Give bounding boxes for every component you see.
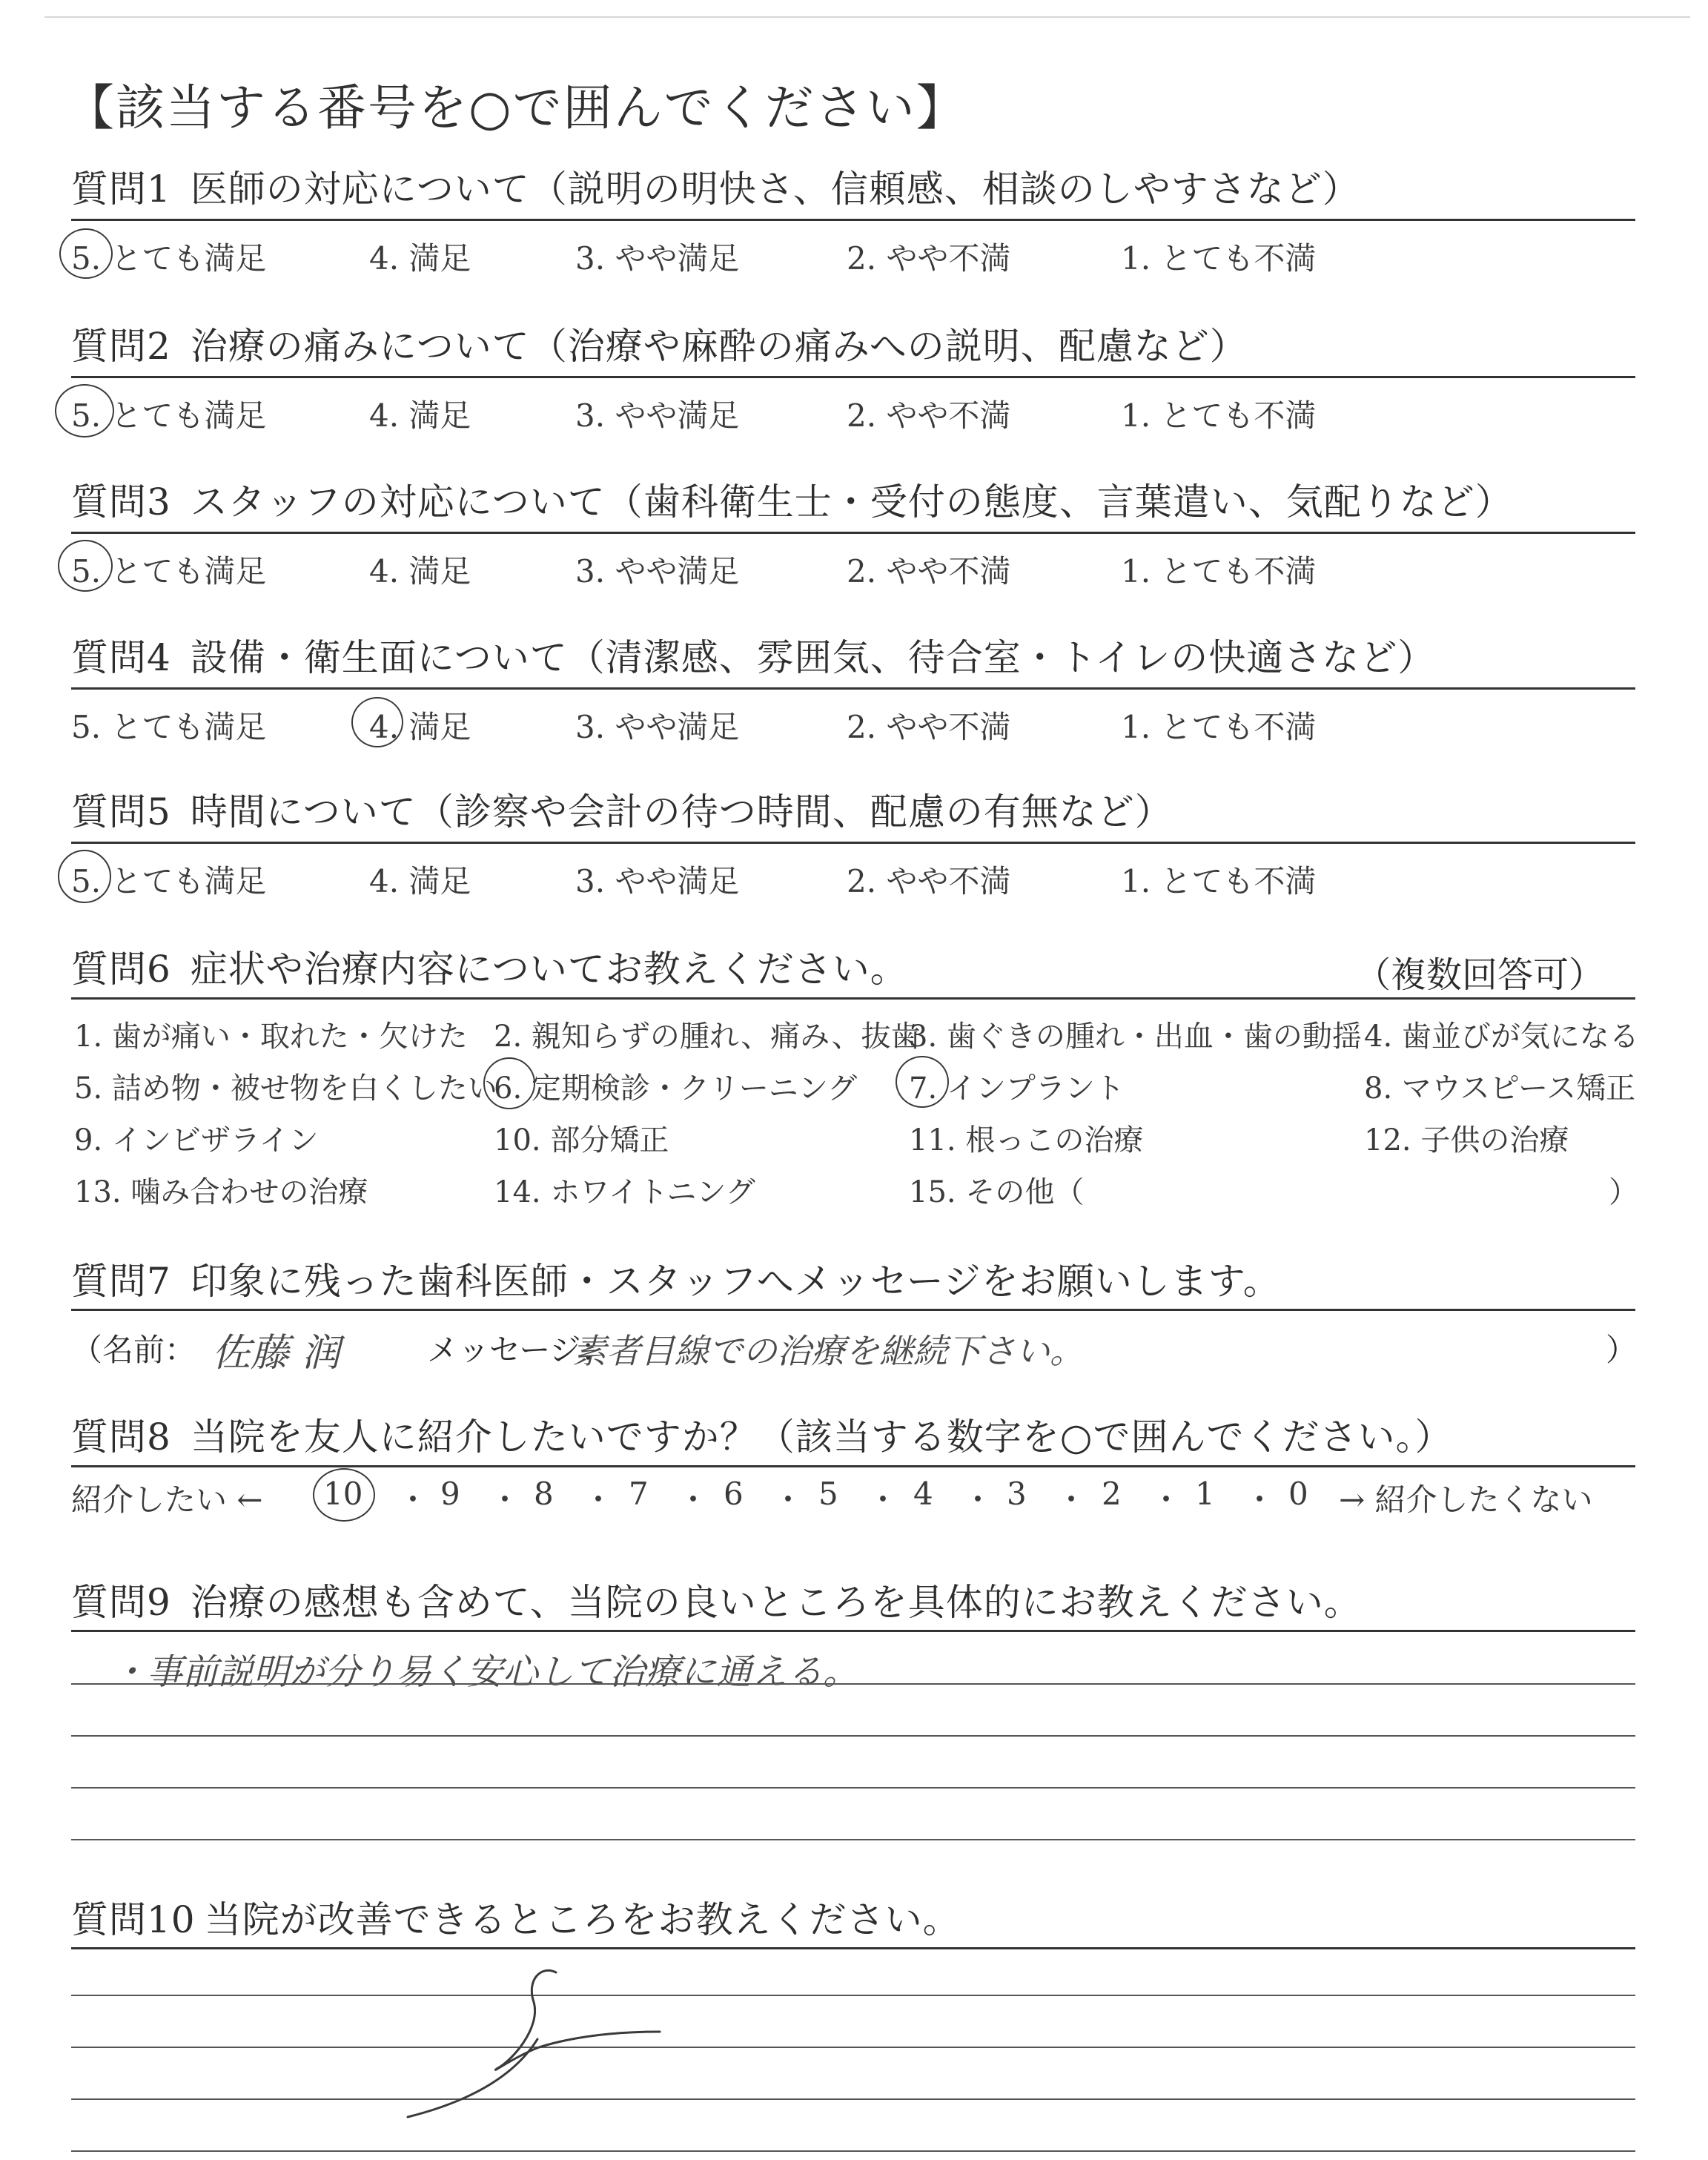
good-points-handwritten[interactable]: ・事前説明が分り易く安心して治療に通える。 bbox=[111, 1651, 859, 1693]
recommend-scale bbox=[71, 1476, 1635, 1520]
answer-line bbox=[71, 2150, 1635, 2152]
scale-dot: ・ bbox=[772, 1482, 804, 1518]
question-6-rule bbox=[71, 997, 1635, 1000]
symptom-option-8[interactable]: 8. マウスピース矯正 bbox=[1364, 1071, 1636, 1106]
option-3[interactable]: 3. やや満足 bbox=[575, 553, 740, 589]
symptom-option-11[interactable]: 11. 根っこの治療 bbox=[909, 1123, 1144, 1157]
question-7 bbox=[71, 1258, 1635, 1304]
question-number: 質問2 bbox=[71, 325, 171, 368]
option-5[interactable]: 5. とても満足 bbox=[71, 709, 267, 745]
top-border bbox=[44, 16, 1690, 18]
symptom-option-4[interactable]: 4. 歯並びが気になる bbox=[1364, 1020, 1639, 1054]
symptom-option-13[interactable]: 13. 噛み合わせの治療 bbox=[74, 1175, 368, 1209]
scale-dot: ・ bbox=[583, 1482, 615, 1518]
question-text: 症状や治療内容についてお教えください。 bbox=[190, 948, 908, 991]
selection-circle-mark bbox=[58, 850, 111, 903]
option-3[interactable]: 3. やや満足 bbox=[575, 863, 740, 899]
option-3[interactable]: 3. やや満足 bbox=[575, 240, 740, 277]
question-10 bbox=[71, 1897, 1635, 1943]
question-text: 設備・衛生面について（清潔感、雰囲気、待合室・トイレの快適さなど） bbox=[190, 636, 1436, 679]
question-7-title bbox=[71, 1258, 1635, 1304]
message-handwritten[interactable]: 素者目線での治療を継続下さい。 bbox=[572, 1331, 1084, 1371]
symptom-option-2[interactable]: 2. 親知らずの腫れ、痛み、抜歯 bbox=[494, 1020, 921, 1054]
selection-circle-mark bbox=[58, 540, 113, 592]
scale-value-1[interactable]: 1 bbox=[1195, 1476, 1215, 1512]
symptom-option-7[interactable]: 7. インプラント bbox=[909, 1071, 1125, 1106]
scale-value-6[interactable]: 6 bbox=[724, 1476, 744, 1512]
question-5-rule bbox=[71, 842, 1635, 844]
scale-dot: ・ bbox=[489, 1482, 521, 1518]
message-row bbox=[71, 1321, 1638, 1375]
question-number: 質問6 bbox=[71, 948, 171, 991]
question-number: 質問1 bbox=[71, 168, 171, 211]
question-4-title bbox=[71, 635, 1635, 681]
scale-value-9[interactable]: 9 bbox=[440, 1476, 460, 1512]
selection-circle-mark bbox=[351, 697, 403, 747]
question-3-rule bbox=[71, 532, 1635, 534]
handwritten-scribble-mark bbox=[385, 1958, 682, 2128]
scale-dot: ・ bbox=[1151, 1482, 1182, 1518]
scale-value-4[interactable]: 4 bbox=[913, 1476, 933, 1512]
selection-circle-mark bbox=[55, 384, 114, 437]
option-5[interactable]: 5. とても満足 bbox=[71, 240, 267, 277]
page-header: 【該当する番号を○で囲んでください】 bbox=[65, 79, 967, 136]
scale-dot: ・ bbox=[397, 1482, 429, 1518]
option-1[interactable]: 1. とても不満 bbox=[1121, 397, 1317, 434]
symptom-option-12[interactable]: 12. 子供の治療 bbox=[1364, 1123, 1569, 1157]
option-4[interactable]: 4. 満足 bbox=[369, 397, 471, 434]
symptom-option-9[interactable]: 9. インビザライン bbox=[74, 1123, 319, 1157]
scale-value-2[interactable]: 2 bbox=[1102, 1476, 1122, 1512]
symptom-option-6[interactable]: 6. 定期検診・クリーニング bbox=[494, 1071, 858, 1106]
option-5[interactable]: 5. とても満足 bbox=[71, 397, 267, 434]
question-5 bbox=[71, 789, 1635, 835]
question-2-rule bbox=[71, 376, 1635, 378]
question-8-rule bbox=[71, 1465, 1635, 1467]
question-text: 時間について（診察や会計の待つ時間、配慮の有無など） bbox=[190, 790, 1173, 833]
question-9-rule bbox=[71, 1630, 1635, 1632]
answer-line bbox=[71, 1735, 1635, 1737]
question-3 bbox=[71, 479, 1635, 525]
question-number: 質問8 bbox=[71, 1416, 171, 1459]
option-3[interactable]: 3. やや満足 bbox=[575, 709, 740, 745]
question-3-options bbox=[71, 547, 1635, 592]
question-1-options bbox=[71, 234, 1635, 279]
option-2[interactable]: 2. やや不満 bbox=[847, 240, 1011, 277]
question-2-title bbox=[71, 323, 1635, 369]
answer-line bbox=[71, 1839, 1635, 1840]
question-number: 質問10 bbox=[71, 1898, 196, 1941]
scale-right-label: → 紹介したくない bbox=[1339, 1482, 1593, 1518]
name-label: （名前： bbox=[71, 1332, 196, 1368]
question-text: 当院が改善できるところをお教えください。 bbox=[204, 1898, 961, 1941]
question-2 bbox=[71, 323, 1635, 369]
question-10-title bbox=[71, 1897, 1635, 1943]
question-4-rule bbox=[71, 687, 1635, 690]
answer-line bbox=[71, 1995, 1635, 1996]
symptom-option-10[interactable]: 10. 部分矯正 bbox=[494, 1123, 669, 1157]
symptom-option-3[interactable]: 3. 歯ぐきの腫れ・出血・歯の動揺 bbox=[909, 1020, 1362, 1054]
question-1-rule bbox=[71, 219, 1635, 221]
question-5-options bbox=[71, 857, 1635, 902]
question-8 bbox=[71, 1414, 1635, 1460]
scale-value-3[interactable]: 3 bbox=[1007, 1476, 1027, 1512]
option-2[interactable]: 2. やや不満 bbox=[847, 863, 1011, 899]
question-7-rule bbox=[71, 1309, 1635, 1311]
answer-line bbox=[71, 1683, 1635, 1685]
multiple-answer-note: （複数回答可） bbox=[1354, 954, 1604, 996]
option-1[interactable]: 1. とても不満 bbox=[1121, 863, 1317, 899]
question-3-title bbox=[71, 479, 1635, 525]
question-number: 質問7 bbox=[71, 1260, 171, 1303]
scale-value-0[interactable]: 0 bbox=[1288, 1476, 1308, 1512]
scale-dot: ・ bbox=[1244, 1482, 1276, 1518]
option-3[interactable]: 3. やや満足 bbox=[575, 397, 740, 434]
scale-value-10[interactable]: 10 bbox=[323, 1476, 363, 1512]
scale-value-8[interactable]: 8 bbox=[534, 1476, 554, 1512]
question-number: 質問5 bbox=[71, 790, 171, 833]
other-close-paren: ） bbox=[1609, 1175, 1638, 1209]
selection-circle-mark bbox=[483, 1057, 535, 1109]
question-10-rule bbox=[71, 1947, 1635, 1949]
question-4 bbox=[71, 635, 1635, 681]
answer-line bbox=[71, 2098, 1635, 2100]
symptom-option-5[interactable]: 5. 詰め物・被せ物を白くしたい bbox=[74, 1071, 497, 1106]
question-text: 当院を友人に紹介したいですか？（該当する数字を○で囲んでください。） bbox=[190, 1416, 1453, 1459]
question-4-options bbox=[71, 703, 1635, 747]
question-text: 印象に残った歯科医師・スタッフへメッセージをお願いします。 bbox=[190, 1260, 1281, 1303]
scale-dot: ・ bbox=[867, 1482, 899, 1518]
selection-circle-mark bbox=[896, 1056, 949, 1108]
option-1[interactable]: 1. とても不満 bbox=[1121, 240, 1317, 277]
option-1[interactable]: 1. とても不満 bbox=[1121, 709, 1317, 745]
question-number: 質問4 bbox=[71, 636, 171, 679]
question-5-title bbox=[71, 789, 1635, 835]
option-1[interactable]: 1. とても不満 bbox=[1121, 553, 1317, 589]
answer-line bbox=[71, 1787, 1635, 1789]
option-5[interactable]: 5. とても満足 bbox=[71, 553, 267, 589]
question-8-title bbox=[71, 1414, 1635, 1460]
scale-value-5[interactable]: 5 bbox=[818, 1476, 838, 1512]
option-2[interactable]: 2. やや不満 bbox=[847, 397, 1011, 434]
question-text: 治療の痛みについて（治療や麻酔の痛みへの説明、配慮など） bbox=[190, 325, 1248, 368]
scale-dot: ・ bbox=[962, 1482, 994, 1518]
message-label: メッセージ： bbox=[427, 1332, 612, 1368]
symptom-option-15[interactable]: 15. その他（ bbox=[909, 1175, 1085, 1209]
option-4[interactable]: 4. 満足 bbox=[369, 553, 471, 589]
message-close-paren: ） bbox=[1606, 1332, 1638, 1368]
scale-dot: ・ bbox=[1056, 1482, 1088, 1518]
option-2[interactable]: 2. やや不満 bbox=[847, 709, 1011, 745]
option-4[interactable]: 4. 満足 bbox=[369, 709, 471, 745]
question-text: スタッフの対応について（歯科衛生士・受付の態度、言葉遣い、気配りなど） bbox=[190, 480, 1513, 524]
symptom-option-1[interactable]: 1. 歯が痛い・取れた・欠けた bbox=[74, 1020, 468, 1054]
question-text: 医師の対応について（説明の明快さ、信頼感、相談のしやすさなど） bbox=[190, 168, 1360, 211]
option-4[interactable]: 4. 満足 bbox=[369, 240, 471, 277]
symptom-option-14[interactable]: 14. ホワイトニング bbox=[494, 1175, 755, 1209]
question-number: 質問9 bbox=[71, 1581, 171, 1624]
option-4[interactable]: 4. 満足 bbox=[369, 863, 471, 899]
scale-dot: ・ bbox=[678, 1482, 709, 1518]
question-9 bbox=[71, 1579, 1635, 1625]
selection-circle-mark bbox=[313, 1468, 375, 1522]
option-5[interactable]: 5. とても満足 bbox=[71, 863, 267, 899]
question-text: 治療の感想も含めて、当院の良いところを具体的にお教えください。 bbox=[190, 1581, 1362, 1624]
question-1 bbox=[71, 166, 1635, 212]
question-2-options bbox=[71, 392, 1635, 436]
question-9-title bbox=[71, 1579, 1635, 1625]
question-number: 質問3 bbox=[71, 480, 171, 524]
selection-circle-mark bbox=[59, 228, 113, 279]
option-2[interactable]: 2. やや不満 bbox=[847, 553, 1011, 589]
scale-value-7[interactable]: 7 bbox=[629, 1476, 649, 1512]
answer-line bbox=[71, 2047, 1635, 2048]
name-handwritten[interactable]: 佐藤 润 bbox=[212, 1331, 340, 1375]
scale-left-label: 紹介したい ← bbox=[71, 1482, 263, 1518]
question-1-title bbox=[71, 166, 1635, 212]
